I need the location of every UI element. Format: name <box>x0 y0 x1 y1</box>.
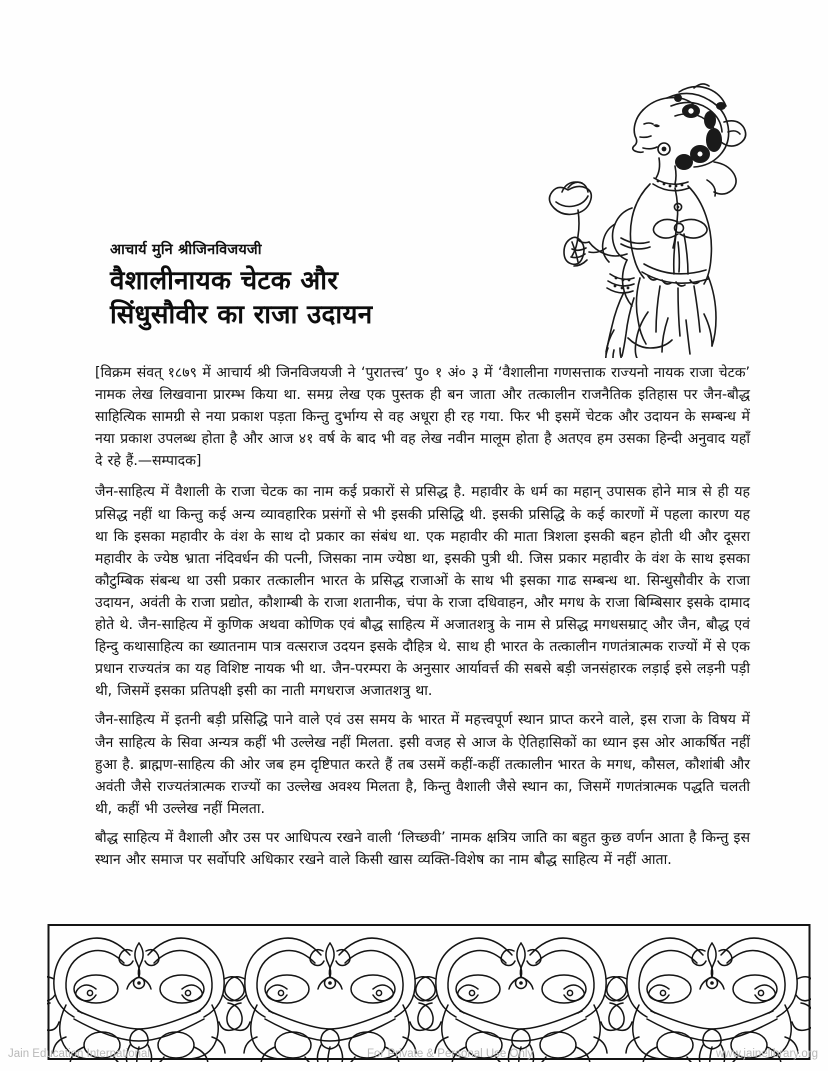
author-byline: आचार्य मुनि श्रीजिनविजयजी <box>110 242 262 258</box>
article-body <box>95 362 750 871</box>
watermark-right: www.jainelibrary.org <box>715 1048 818 1060</box>
decorative-scrollwork-border <box>47 917 811 1062</box>
page-title-line-1: वैशालीनायक चेटक और <box>110 265 339 296</box>
body-paragraph-2: जैन-साहित्य में इतनी बड़ी प्रसिद्धि पाने वाले एवं उस समय के भारत में महत्त्वपूर्ण स्थान प्राप्त करने वाले, इस राजा के विषय में जैन साहित्य के सिवा अन्यत्र कहीं भी उल्लेख नहीं मिलता. इसी वजह से आज के ऐतिहासिकों का ध्यान इस ओर आकर्षित नहीं हुआ है. ब्राह्मण-साहित्य की ओर जब हम दृष्टिपात करते हैं तब उसमें कहीं-कहीं तत्कालीन भारत के मगध, कौसल, कौशांबी और अवंती जैसे राज्यतंत्रात्मक राज्यों का उल्लेख अवश्य मिलता है, किन्तु वैशाली जैसे स्थान का, जिसमें गणतंत्रात्मक पद्धति चलती थी, कहीं भी उल्लेख नहीं मिलता. <box>95 712 750 817</box>
page-title-line-2: सिंधुसौवीर का राजा उदायन <box>110 300 373 331</box>
body-paragraph-3: बौद्ध साहित्य में वैशाली और उस पर आधिपत्य रखने वाली ‘लिच्छवी’ नामक क्षत्रिय जाति का बहुत कुछ वर्णन आता है किन्तु इस स्थान और समाज पर सर्वोपरि अधिकार रखने वाले किसी खास व्यक्ति-विशेष का नाम बौद्ध साहित्य में नहीं आता. <box>95 829 750 868</box>
body-paragraph-1: जैन-साहित्य में वैशाली के राजा चेटक का नाम कई प्रकारों से प्रसिद्ध है. महावीर के धर्म का महान् उपासक होने मात्र से ही यह प्रसिद्ध नहीं था किन्तु कई अन्य व्यावहारिक प्रसंगों से भी इसकी प्रसिद्धि थी. इसकी प्रसिद्धि के कई कारणों में पहला कारण यह था कि इसका महावीर के वंश के साथ दो प्रकार का संबंध था. एक महावीर की माता त्रिशला इसकी बहन होती थी और दूसरा महावीर के ज्येष्ठ भ्राता नंदिवर्धन की पत्नी, जिसका नाम ज्येष्ठा था, इसकी पुत्री थी. जिस प्रकार महावीर के वंश के साथ इसका कौटुम्बिक संबन्ध था उसी प्रकार तत्कालीन भारत के प्रसिद्ध राजाओं के साथ भी इसका गाढ सम्बन्ध था. सिन्धुसौवीर के राजा उदायन, अवंती के राजा प्रद्योत, कौशाम्बी के राजा शतानीक, चंपा के राजा दधिवाहन, और मगध के राजा बिम्बिसार इसके दामाद होते थे. जैन-साहित्य में कुणिक अथवा कोणिक एवं बौद्ध साहित्य में अजातशत्रु के नाम से प्रसिद्ध मगधसम्राट् और जैन, बौद्ध एवं हिन्दु कथासाहित्य का ख्यातनाम पात्र वत्सराज उदयन इसके दौहित्र थे. साथ ही भारत के तत्कालीन गणतंत्रात्मक राज्यों में से एक प्रधान राज्यतंत्र का यह विशिष्ट नायक भी था. जैन-परम्परा के अनुसार आर्यावर्त्त की सबसे बड़ी जनसंहारक लड़ाई इसे लड़नी पड़ी थी, जिसमें इसका प्रतिपक्षी इसी का नाती मगधराज अजातशत्रु था. <box>95 484 750 700</box>
watermark-left: Jain Education International <box>8 1048 150 1060</box>
editorial-note-paragraph: [विक्रम संवत् १८७९ में आचार्य श्री जिनविजयजी ने ‘पुरातत्त्व’ पु० १ अं० ३ में ‘वैशालीना गणसत्ताक राज्यनो नायक राजा चेटक’ नामक लेख लिखवाना प्रारम्भ किया था. समग्र लेख एक पुस्तक ही बन जाता और तत्कालीन राजनैतिक इतिहास पर जैन-बौद्ध साहित्यिक सामग्री से नया प्रकाश पड़ता किन्तु दुर्भाग्य से वह अधूरा ही रह गया. फिर भी इसमें चेटक और उदायन के सम्बन्ध में नया प्रकाश उपलब्ध होता है और आज ४१ वर्ष के बाद भी वह लेख नवीन मालूम होता है अतएव हम उसका हिन्दी अनुवाद यहाँ दे रहे हैं.—सम्पादक] <box>95 365 750 470</box>
watermark-center: For Private & Personal Use Only <box>367 1048 534 1060</box>
article-header <box>110 243 530 332</box>
woman-with-lotus-line-drawing <box>528 62 804 358</box>
